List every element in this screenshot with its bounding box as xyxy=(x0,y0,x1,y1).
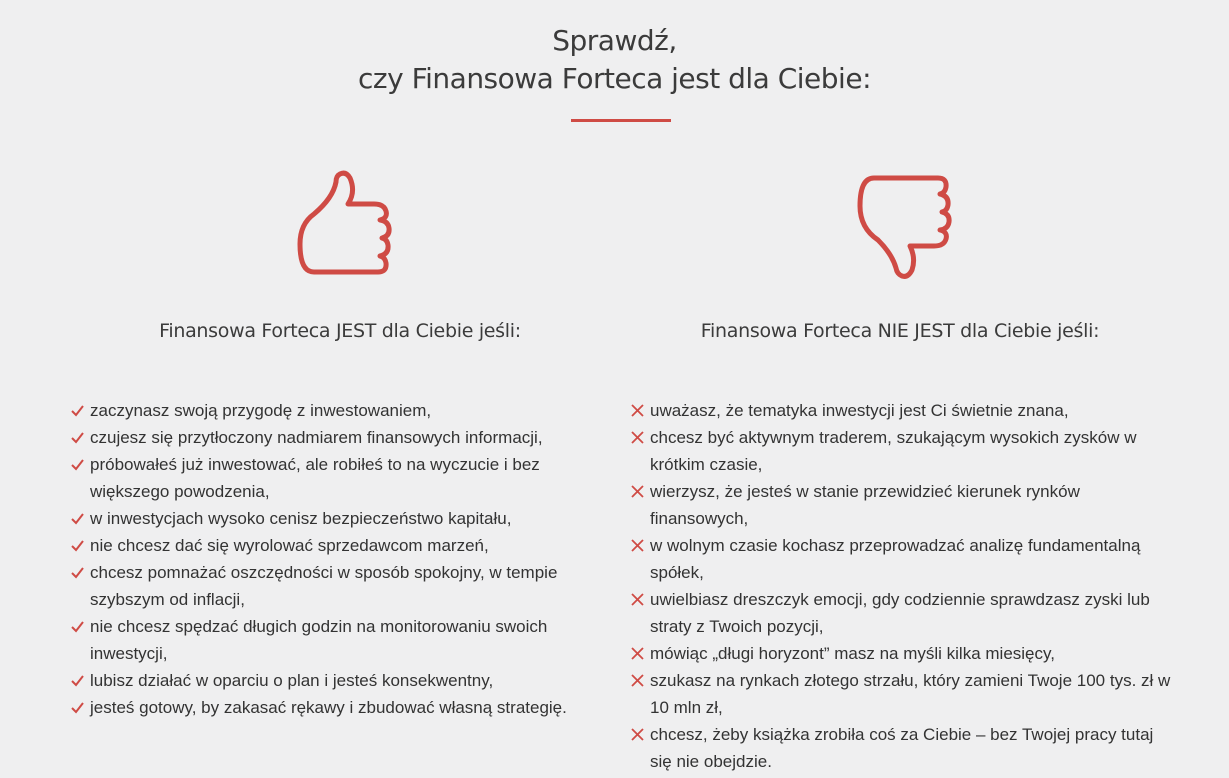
yes-list xyxy=(70,397,590,721)
no-column-heading: Finansowa Forteca NIE JEST dla Ciebie jeśli: xyxy=(700,320,1100,342)
list-item xyxy=(630,640,1175,667)
list-item xyxy=(70,613,590,667)
list-item-text: nie chcesz dać się wyrolować sprzedawcom marzeń, xyxy=(90,536,489,555)
list-item xyxy=(70,424,590,451)
check-icon xyxy=(70,430,85,445)
list-item-text: chcesz być aktywnym traderem, szukającym wysokich zysków w krótkim czasie, xyxy=(650,428,1137,474)
list-item xyxy=(630,532,1175,586)
thumbs-up-icon xyxy=(290,168,394,280)
list-item xyxy=(630,397,1175,424)
title-divider xyxy=(571,119,671,122)
list-item xyxy=(70,397,590,424)
cross-icon xyxy=(630,592,645,607)
list-item-text: w wolnym czasie kochasz przeprowadzać analizę fundamentalną spółek, xyxy=(650,536,1141,582)
list-item-text: szukasz na rynkach złotego strzału, który zamieni Twoje 100 tys. zł w 10 mln zł, xyxy=(650,671,1171,717)
check-icon xyxy=(70,538,85,553)
list-item-text: w inwestycjach wysoko cenisz bezpieczeństwo kapitału, xyxy=(90,509,512,528)
list-item-text: chcesz pomnażać oszczędności w sposób spokojny, w tempie szybszym od inflacji, xyxy=(90,563,558,609)
list-item xyxy=(630,721,1175,775)
list-item-text: próbowałeś już inwestować, ale robiłeś to na wyczucie i bez większego powodzenia, xyxy=(90,455,540,501)
list-item-text: zaczynasz swoją przygodę z inwestowaniem, xyxy=(90,401,432,420)
list-item-text: mówiąc „długi horyzont” masz na myśli kilka miesięcy, xyxy=(650,644,1055,663)
cross-icon xyxy=(630,727,645,742)
list-item xyxy=(70,532,590,559)
cross-icon xyxy=(630,538,645,553)
thumbs-down-icon xyxy=(852,170,956,282)
cross-icon xyxy=(630,484,645,499)
list-item xyxy=(70,667,590,694)
check-icon xyxy=(70,565,85,580)
list-item-text: uwielbiasz dreszczyk emocji, gdy codziennie sprawdzasz zyski lub straty z Twoich pozycji, xyxy=(650,590,1150,636)
page-title-line-1: Sprawdź, xyxy=(552,24,677,57)
list-item xyxy=(70,694,590,721)
cross-icon xyxy=(630,673,645,688)
list-item xyxy=(70,505,590,532)
cross-icon xyxy=(630,403,645,418)
cross-icon xyxy=(630,430,645,445)
check-icon xyxy=(70,619,85,634)
list-item xyxy=(630,424,1175,478)
list-item-text: czujesz się przytłoczony nadmiarem finansowych informacji, xyxy=(90,428,543,447)
page-title xyxy=(0,22,1229,98)
page-title-line-2: czy Finansowa Forteca jest dla Ciebie: xyxy=(358,62,871,95)
check-icon xyxy=(70,403,85,418)
list-item xyxy=(70,559,590,613)
list-item-text: uważasz, że tematyka inwestycji jest Ci świetnie znana, xyxy=(650,401,1069,420)
check-icon xyxy=(70,511,85,526)
list-item-text: chcesz, żeby książka zrobiła coś za Ciebie – bez Twojej pracy tutaj się nie obejdzie. xyxy=(650,725,1154,771)
list-item-text: lubisz działać w oparciu o plan i jesteś konsekwentny, xyxy=(90,671,494,690)
cross-icon xyxy=(630,646,645,661)
list-item xyxy=(630,478,1175,532)
list-item-text: jesteś gotowy, by zakasać rękawy i zbudować własną strategię. xyxy=(90,698,567,717)
list-item xyxy=(70,451,590,505)
list-item xyxy=(630,667,1175,721)
list-item xyxy=(630,586,1175,640)
check-icon xyxy=(70,673,85,688)
list-item-text: wierzysz, że jesteś w stanie przewidzieć kierunek rynków finansowych, xyxy=(650,482,1080,528)
check-icon xyxy=(70,457,85,472)
no-list xyxy=(630,397,1175,775)
list-item-text: nie chcesz spędzać długich godzin na monitorowaniu swoich inwestycji, xyxy=(90,617,548,663)
check-icon xyxy=(70,700,85,715)
yes-column-heading: Finansowa Forteca JEST dla Ciebie jeśli: xyxy=(159,320,521,342)
